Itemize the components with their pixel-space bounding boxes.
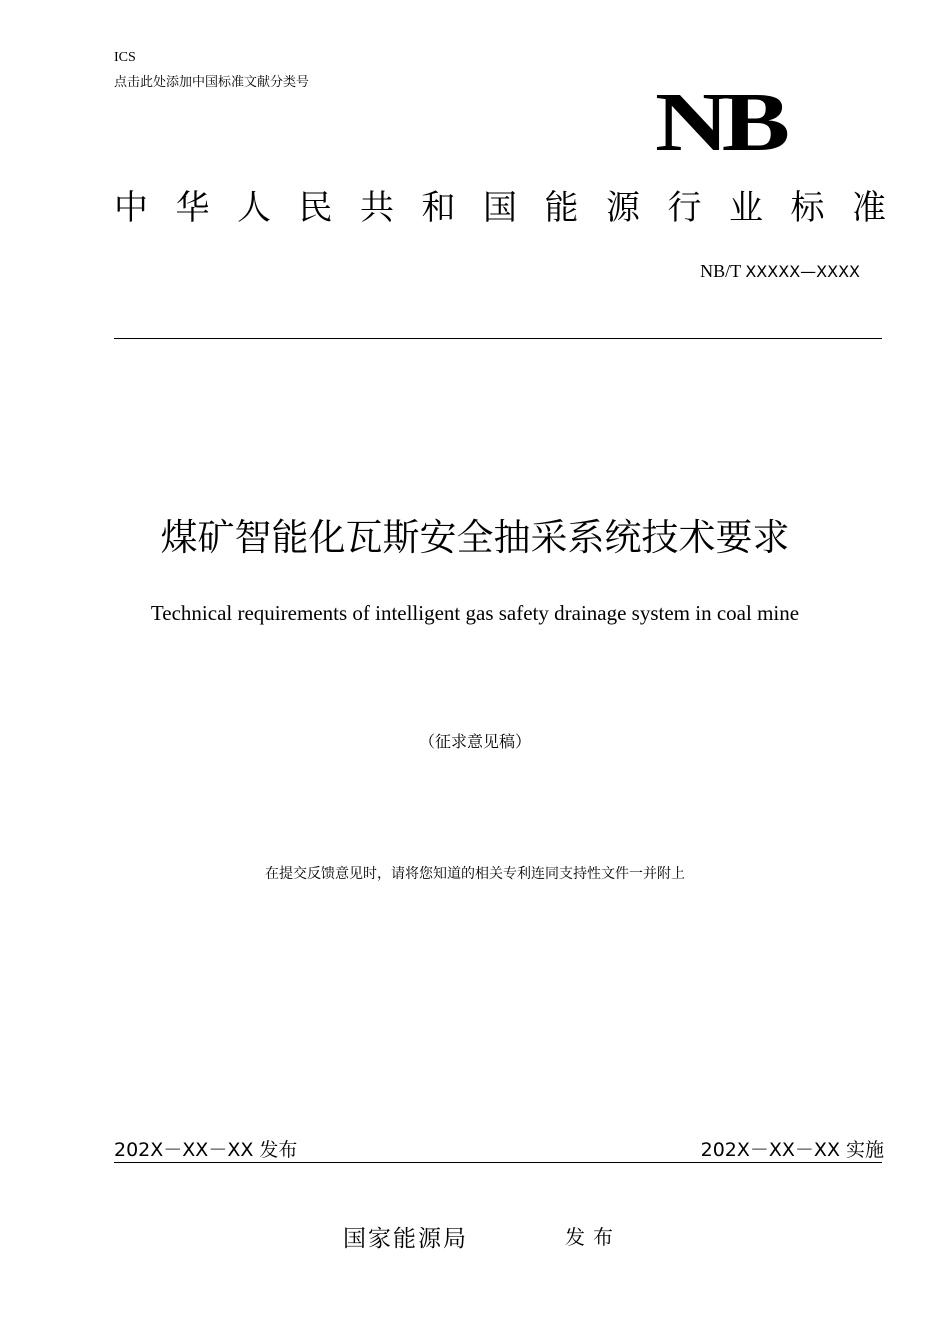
standard-category-title-char: 民 — [298, 188, 333, 228]
standard-category-title-char: 准 — [852, 188, 886, 228]
header-divider — [114, 338, 882, 339]
standard-category-title-char: 国 — [483, 188, 517, 228]
effective-date: 202X－XX－XX 实施 — [700, 1139, 884, 1161]
publish-date: 202X－XX－XX 发布 — [114, 1139, 298, 1161]
standard-category-title-char: 中 — [114, 188, 148, 228]
document-title-cn: 煤矿智能化瓦斯安全抽采系统技术要求 — [160, 516, 790, 559]
standard-number-prefix: NB/T — [700, 261, 746, 281]
standard-category-title-char: 标 — [790, 188, 825, 228]
patent-notice: 在提交反馈意见时，请将您知道的相关专利连同支持性文件一并附上 — [265, 866, 685, 882]
document-title-en: Technical requirements of intelligent gas safety drainage system in coal mine — [150, 601, 800, 625]
standard-category-title-char: 能 — [544, 188, 579, 228]
standard-category-title — [114, 186, 886, 230]
standard-category-title-char: 和 — [421, 188, 456, 228]
footer-divider — [114, 1162, 882, 1163]
standard-number-code: XXXXX—XXXX — [745, 262, 860, 281]
standard-category-title-char: 业 — [729, 188, 763, 228]
standard-category-title-char: 行 — [667, 188, 702, 228]
standard-category-title-char: 人 — [237, 188, 271, 228]
standard-category-title-char: 共 — [360, 188, 394, 228]
ics-label: ICS — [114, 50, 136, 65]
draft-status: （征求意见稿） — [418, 732, 531, 751]
nb-logo: NB — [655, 76, 783, 169]
issuer-name: 国家能源局 — [343, 1226, 468, 1252]
standard-category-title-char: 源 — [606, 188, 640, 228]
standard-category-title-char: 华 — [175, 188, 210, 228]
issue-word: 发布 — [565, 1225, 621, 1249]
standard-number — [700, 260, 860, 283]
classification-placeholder[interactable]: 点击此处添加中国标准文献分类号 — [114, 75, 310, 90]
